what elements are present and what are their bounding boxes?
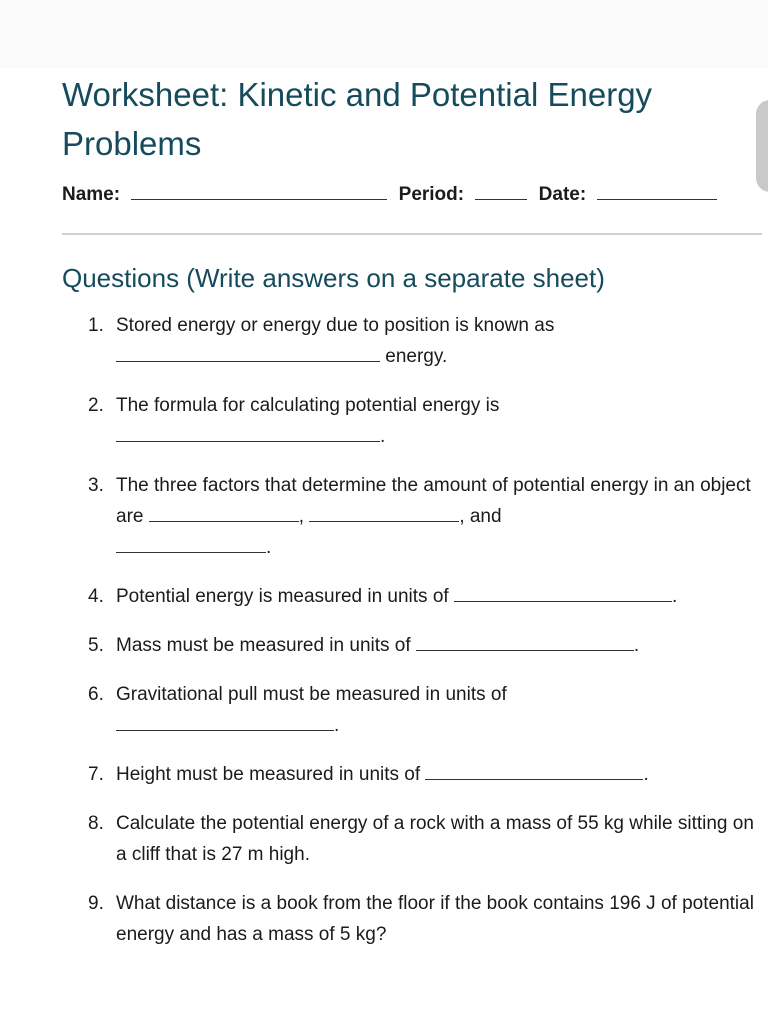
question-number: 8. (88, 813, 104, 834)
date-blank (597, 198, 717, 200)
question-5 (88, 630, 768, 661)
question-text-end: . (671, 586, 678, 607)
question-number: 2. (88, 395, 104, 416)
worksheet-page (62, 70, 762, 945)
question-text-end: . (643, 764, 649, 785)
question-6 (88, 679, 768, 741)
answer-blank (309, 503, 459, 522)
question-text-end: . (633, 635, 640, 656)
questions-heading: Questions (Write answers on a separate sheet) (62, 263, 605, 293)
worksheet-title: Worksheet: Kinetic and Potential Energy Problems (62, 76, 653, 162)
question-text: What distance is a book from the floor if the book contains 196 J of potential energy and has a mass of 5 kg? (116, 893, 754, 945)
question-8 (88, 808, 768, 870)
question-text: Calculate the potential energy of a rock with a mass of 55 kg while sitting on a cliff that is 27 m high. (116, 813, 754, 865)
answer-blank (116, 712, 334, 731)
period-label: Period: (398, 184, 465, 205)
name-blank (131, 198, 387, 200)
question-number: 3. (88, 475, 104, 496)
top-band (0, 0, 768, 68)
question-text: Stored energy or energy due to position is known as (116, 315, 555, 336)
question-number: 7. (88, 764, 104, 785)
question-3 (88, 470, 768, 563)
question-2 (88, 390, 768, 452)
answer-blank (116, 343, 380, 362)
question-text: Gravitational pull must be measured in units of (116, 684, 507, 705)
question-text: Mass must be measured in units of (116, 635, 411, 656)
question-number: 9. (88, 893, 104, 914)
question-text: The formula for calculating potential energy is (116, 395, 500, 416)
question-text-end: energy. (385, 346, 448, 367)
question-1 (88, 310, 768, 372)
answer-blank (425, 761, 643, 780)
question-number: 5. (88, 635, 104, 656)
answer-blank (454, 583, 672, 602)
answer-blank (416, 632, 634, 651)
question-7 (88, 759, 768, 790)
question-number: 1. (88, 315, 104, 336)
answer-blank (149, 503, 299, 522)
header-divider (62, 233, 762, 235)
question-text: The three factors that determine the amount of potential energy in an object are (116, 475, 751, 527)
answer-blank (116, 534, 266, 553)
question-text-comma: , (298, 506, 305, 527)
question-number: 6. (88, 684, 104, 705)
question-text-end: . (380, 426, 386, 447)
answer-blank (116, 423, 380, 442)
question-text-end: . (266, 537, 272, 558)
question-text: Potential energy is measured in units of (116, 586, 449, 607)
question-text: Height must be measured in units of (116, 764, 421, 785)
question-4 (88, 581, 768, 612)
question-text-end: . (334, 715, 340, 736)
questions-list (88, 310, 768, 968)
question-9 (88, 888, 768, 950)
question-number: 4. (88, 586, 104, 607)
date-label: Date: (538, 184, 587, 205)
student-info-row (62, 184, 742, 206)
name-label: Name: (62, 184, 121, 205)
question-text-and: , and (459, 506, 502, 527)
period-blank (475, 198, 527, 200)
